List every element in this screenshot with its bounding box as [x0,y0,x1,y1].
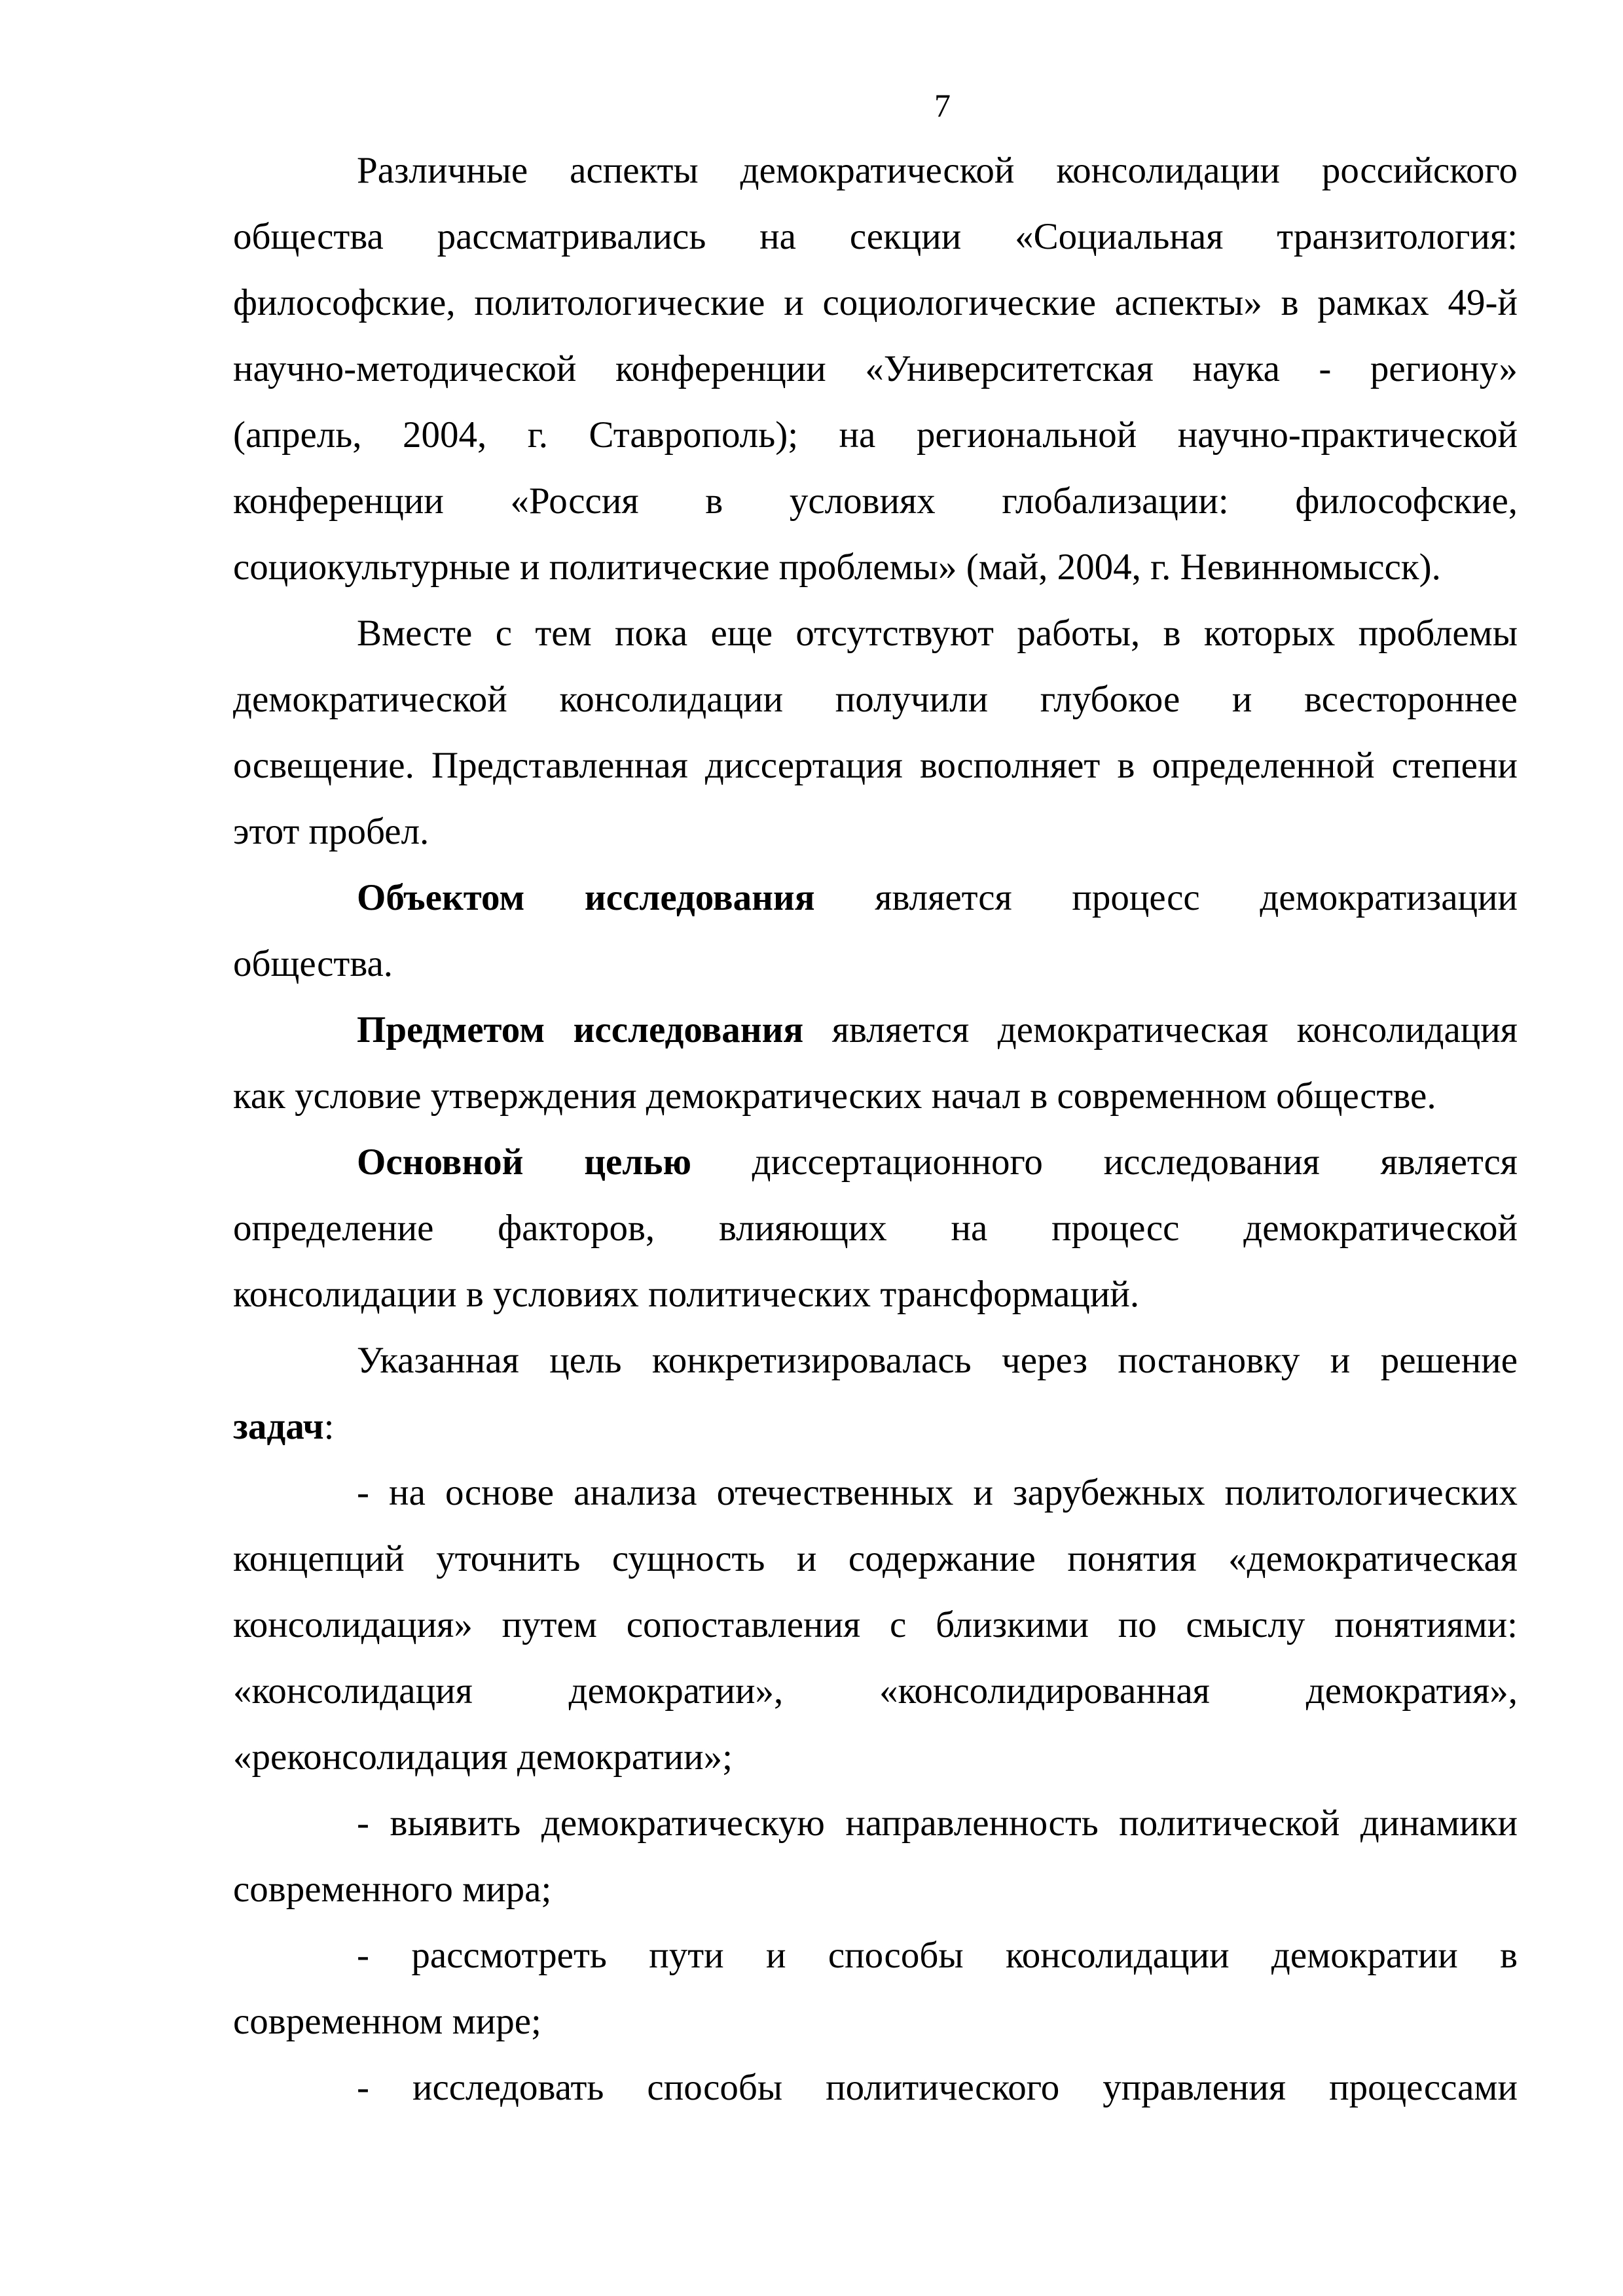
text-line [233,997,1518,1063]
text-line [233,1063,1518,1129]
bold-term: Основной целью [357,1141,692,1183]
text-segment: является процесс демократизации [814,877,1518,918]
text-segment: философские, политологические и социологические аспекты» в рамках 49-й [233,282,1518,323]
text-line [233,931,1518,997]
text-line [233,137,1518,204]
text-line [233,1526,1518,1592]
text-line [233,1658,1518,1724]
text-line [233,1724,1518,1790]
text-segment: консолидации в условиях политических трансформаций. [233,1274,1140,1315]
paragraph [233,1327,1518,1460]
text-segment: «консолидация демократии», «консолидированная демократия», [233,1670,1518,1712]
text-segment: определение факторов, влияющих на процесс демократической [233,1208,1518,1249]
text-segment: диссертационного исследования является [691,1141,1518,1183]
text-line [233,2054,1518,2121]
page-number: 7 [934,87,951,124]
text-line [233,1790,1518,1856]
text-line [233,1327,1518,1393]
bold-term: задач [233,1406,324,1447]
paragraph [233,1129,1518,1327]
text-segment: концепций уточнить сущность и содержание понятия «демократическая [233,1538,1518,1579]
text-line [233,1393,1518,1460]
text-line [233,1922,1518,1988]
text-line [233,1988,1518,2054]
text-line [233,1856,1518,1922]
text-line [233,1261,1518,1327]
text-segment: современном мире; [233,2001,541,2042]
paragraph [233,137,1518,600]
text-line [233,1129,1518,1195]
text-segment: консолидация» путем сопоставления с близкими по смыслу понятиями: [233,1604,1518,1645]
bold-term: Объектом исследования [357,877,815,918]
text-segment: конференции «Россия в условиях глобализации: философские, [233,480,1518,522]
text-line [233,1460,1518,1526]
text-line [233,666,1518,732]
text-segment: общества. [233,943,393,984]
text-segment: освещение. Представленная диссертация восполняет в определенной степени [233,745,1518,786]
paragraph [233,1460,1518,1790]
paragraph [233,600,1518,865]
text-line [233,402,1518,468]
text-segment: демократической консолидации получили глубокое и всестороннее [233,679,1518,720]
text-line [233,1195,1518,1261]
text-segment: общества рассматривались на секции «Социальная транзитология: [233,216,1518,257]
text-segment: Вместе с тем пока еще отсутствуют работы, в которых проблемы [357,613,1518,654]
text-segment: - на основе анализа отечественных и зарубежных политологических [357,1472,1518,1513]
paragraph [233,997,1518,1129]
text-segment: - рассмотреть пути и способы консолидации демократии в [357,1935,1518,1976]
text-line [233,534,1518,600]
text-segment: : [323,1406,335,1447]
text-segment: Указанная цель конкретизировалась через постановку и решение [357,1340,1518,1381]
paragraph [233,1922,1518,2054]
text-line [233,732,1518,798]
text-segment: как условие утверждения демократических начал в современном обществе. [233,1075,1436,1117]
text-segment: - выявить демократическую направленность политической динамики [357,1803,1518,1844]
text-line [233,468,1518,534]
text-segment: (апрель, 2004, г. Ставрополь); на региональной научно-практической [233,414,1518,456]
text-segment: научно-методической конференции «Университетская наука - региону» [233,348,1518,389]
text-segment: Различные аспекты демократической консолидации российского [357,150,1518,191]
text-segment: «реконсолидация демократии»; [233,1736,733,1778]
text-line [233,1592,1518,1658]
paragraph [233,1790,1518,1922]
text-segment: социокультурные и политические проблемы» (май, 2004, г. Невинномысск). [233,547,1441,588]
text-segment: - исследовать способы политического управления процессами [357,2067,1518,2108]
text-segment: является демократическая консолидация [803,1009,1518,1050]
bold-term: Предметом исследования [357,1009,804,1050]
text-line [233,204,1518,270]
text-line [233,798,1518,865]
text-line [233,270,1518,336]
text-segment: этот пробел. [233,811,429,852]
text-line [233,865,1518,931]
paragraph [233,865,1518,997]
text-line [233,336,1518,402]
body-text [233,137,1518,2121]
text-line [233,600,1518,666]
text-segment: современного мира; [233,1869,552,1910]
paragraph [233,2054,1518,2121]
